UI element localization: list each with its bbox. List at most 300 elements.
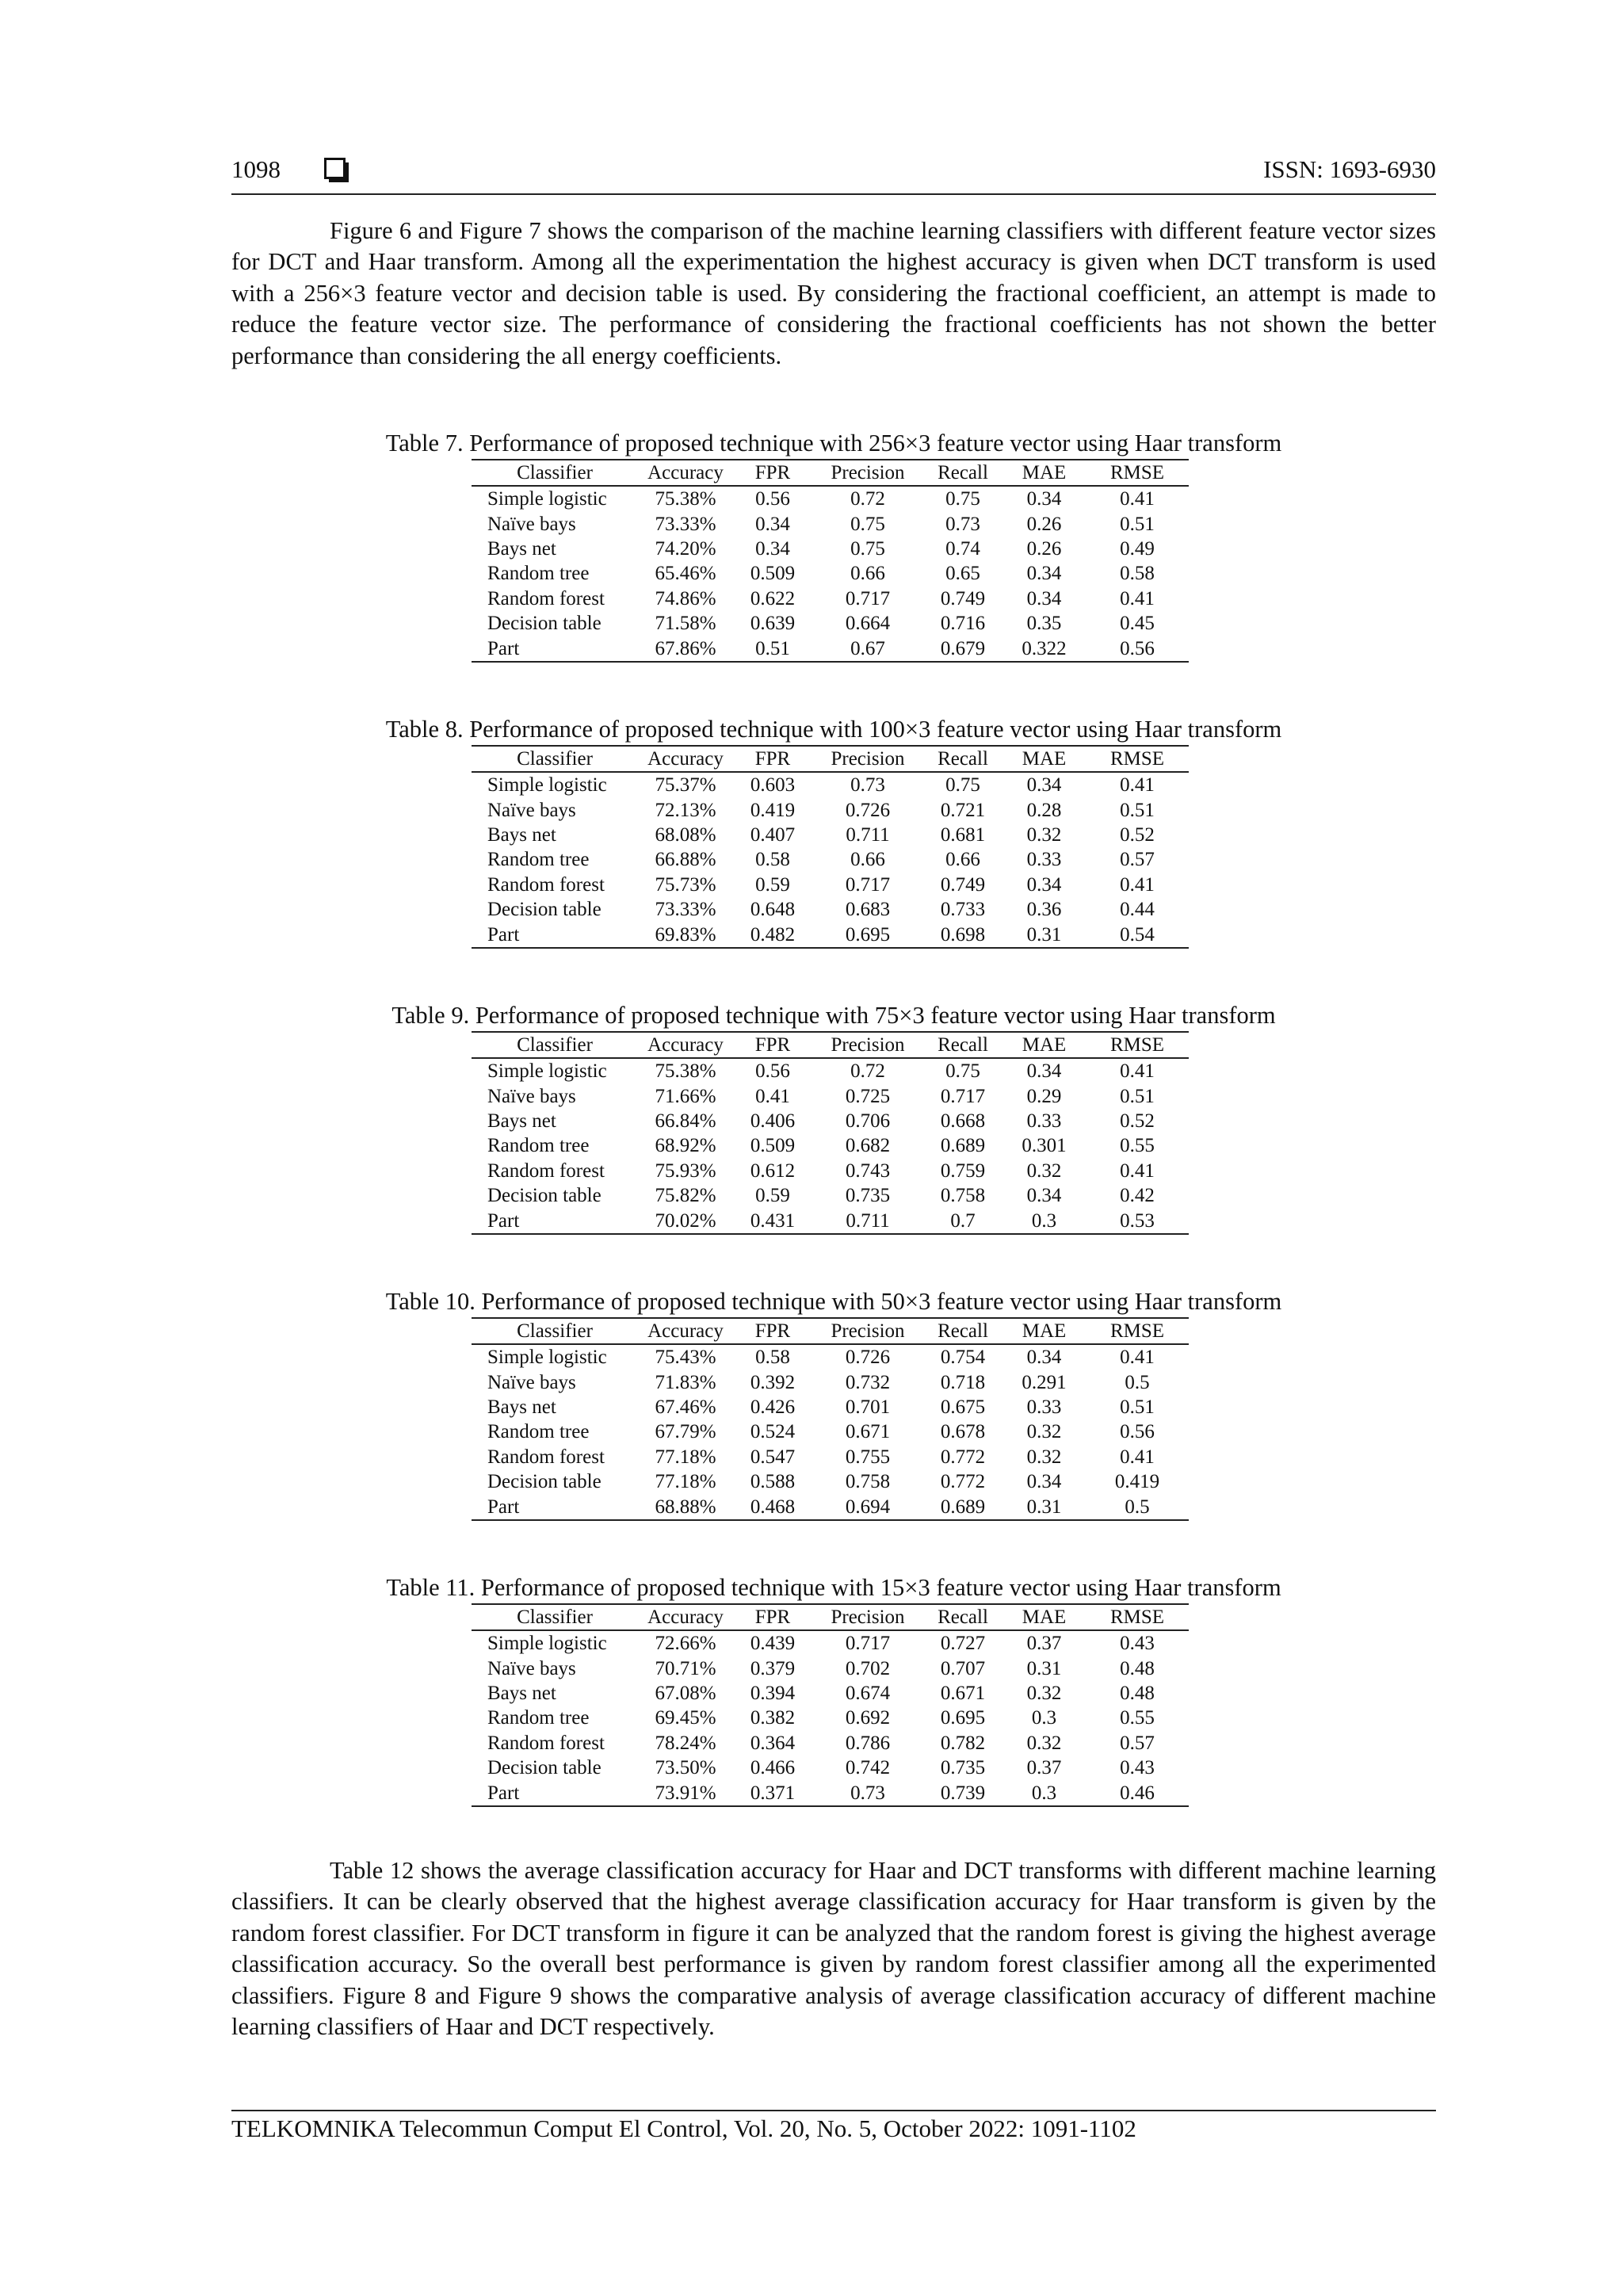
metric-cell: 0.34 [1026,1471,1062,1493]
classifier-name: Random tree [487,1421,590,1443]
metric-cell: 0.34 [755,537,790,560]
metric-cell: 0.72 [850,488,885,510]
metric-cell: 0.291 [1022,1371,1067,1393]
metric-cell: 77.18% [655,1471,716,1493]
metric-cell: 67.79% [655,1421,716,1443]
metric-cell: 75.93% [655,1159,716,1182]
table-caption: Table 8. Performance of proposed technique with 100×3 feature vector using Haar transform [385,716,1282,743]
classifier-name: Random tree [487,563,590,585]
table-row [472,1445,1189,1469]
metric-cell: 0.681 [940,823,986,846]
metric-cell: 75.43% [655,1347,716,1369]
metric-cell: 0.782 [940,1732,986,1754]
metric-cell: 0.67 [812,636,923,661]
metric-cell: 0.41 [1120,1060,1155,1083]
metric-cell: 0.689 [940,1135,986,1157]
metric-cell: 0.65 [945,563,980,585]
metric-cell: 0.51 [733,636,812,661]
metric-cell: 0.524 [750,1421,796,1443]
metric-cell: 0.41 [1120,1159,1155,1182]
metric-cell: 0.648 [750,899,796,921]
classifier-name: Decision table [487,1185,601,1207]
column-header: Classifier [472,746,638,772]
metric-cell: 0.692 [845,1707,891,1729]
metric-cell: 0.57 [1120,849,1155,871]
metric-cell: 0.31 [1026,1657,1062,1679]
table-caption: Table 9. Performance of proposed technique with 75×3 feature vector using Haar transform [391,1002,1276,1029]
classifier-name: Naïve bays [487,1657,576,1679]
metric-cell: 0.588 [750,1471,796,1493]
metric-cell: 0.706 [845,1110,891,1132]
table-row [472,847,1189,872]
column-header: Classifier [472,460,638,486]
table-row [472,1208,1189,1233]
paragraph-discussion-text: Table 12 shows the average classification accuracy for Haar and DCT transforms with different machine learning classifiers. It can be clearly observed that the highest average classification accuracy for Haar transform is given by the random forest classifier. For DCT transform in figure it can be analyzed that the random forest is giving the highest average classification accuracy. So the overall best performance is given by random forest classifier among all the experimented classifiers. Figure 8 and Figure 9 shows the comparative analysis of average classification accuracy of different machine learning classifiers of Haar and DCT respectively. [231,1857,1436,2041]
metric-cell: 0.786 [845,1732,891,1754]
classifier-name: Bays net [487,537,556,560]
metric-cell: 0.72 [850,1060,885,1083]
metric-cell: 0.34 [755,513,790,535]
metric-cell: 0.34 [1026,1185,1062,1207]
metric-cell: 75.73% [655,873,716,896]
column-header: Classifier [472,1032,638,1058]
metric-cell: 66.84% [655,1110,716,1132]
metric-cell: 0.664 [845,613,891,635]
table-row [472,1133,1189,1158]
metric-cell: 75.82% [655,1185,716,1207]
journal-citation: TELKOMNIKA Telecommun Comput El Control, Vol. 20, No. 5, October 2022: 1091-1102 [231,2115,1136,2142]
classifier-name: Simple logistic [487,774,607,797]
metric-cell: 0.717 [845,587,891,609]
metric-cell: 0.52 [1120,823,1155,846]
metric-cell: 0.727 [940,1633,986,1655]
metric-cell: 0.32 [1026,1732,1062,1754]
metric-cell: 0.743 [845,1159,891,1182]
metric-cell: 0.3 [1031,1707,1057,1729]
metric-cell: 0.58 [755,1347,790,1369]
metric-cell: 0.694 [812,1494,923,1519]
table-row [472,1656,1189,1680]
metric-cell: 0.46 [1086,1780,1189,1805]
metric-cell: 0.749 [940,587,986,609]
paragraph-intro [231,216,1436,372]
metric-cell: 0.675 [940,1396,986,1418]
metric-cell: 78.24% [655,1732,716,1754]
metric-cell: 70.02% [638,1208,733,1233]
metric-cell: 0.32 [1026,823,1062,846]
classifier-name: Simple logistic [487,488,607,510]
metric-cell: 0.42 [1120,1185,1155,1207]
metric-cell: 68.92% [655,1135,716,1157]
metric-cell: 0.26 [1026,537,1062,560]
metric-cell: 0.51 [1120,1085,1155,1107]
column-header: Precision [812,460,923,486]
metric-cell: 0.7 [923,1208,1002,1233]
metric-cell: 0.34 [1026,873,1062,896]
metric-cell: 0.34 [1026,1347,1062,1369]
table-caption: Table 10. Performance of proposed technique with 50×3 feature vector using Haar transform [385,1288,1282,1315]
metric-cell: 73.50% [655,1757,716,1779]
metric-cell: 0.32 [1026,1446,1062,1468]
classifier-name: Part [472,922,638,947]
classifier-name: Bays net [487,1396,556,1418]
metric-cell: 0.701 [845,1396,891,1418]
classifier-name: Decision table [487,1757,601,1779]
metric-cell: 0.53 [1086,1208,1189,1233]
metric-cell: 0.702 [845,1657,891,1679]
metric-cell: 0.75 [945,1060,980,1083]
column-header: Recall [923,1032,1002,1058]
classifier-name: Decision table [487,1471,601,1493]
metric-cell: 0.33 [1026,1396,1062,1418]
metric-cell: 0.33 [1026,849,1062,871]
metric-cell: 0.717 [845,1633,891,1655]
results-table-50 [472,1317,1189,1521]
classifier-name: Random forest [487,1159,605,1182]
metric-cell: 0.74 [945,537,980,560]
metric-cell: 0.711 [846,823,890,846]
classifier-name: Simple logistic [487,1633,607,1655]
column-header: Classifier [472,1604,638,1630]
metric-cell: 0.717 [940,1085,986,1107]
metric-cell: 0.37 [1026,1633,1062,1655]
metric-cell: 0.695 [940,1707,986,1729]
column-header: Recall [923,460,1002,486]
paragraph-discussion [231,1855,1436,2042]
column-header: Precision [812,1318,923,1344]
metric-cell: 75.38% [655,488,716,510]
metric-cell: 0.29 [1026,1085,1062,1107]
metric-cell: 0.772 [940,1471,986,1493]
metric-cell: 0.406 [750,1110,796,1132]
metric-cell: 0.48 [1120,1657,1155,1679]
metric-cell: 0.392 [750,1371,796,1393]
table-header-row [472,1032,1189,1058]
page-number: 1098 [231,155,281,183]
metric-cell: 0.32 [1026,1682,1062,1704]
classifier-name: Random tree [487,849,590,871]
table-row [472,1370,1189,1394]
metric-cell: 67.46% [655,1396,716,1418]
metric-cell: 0.41 [1120,1347,1155,1369]
metric-cell: 0.75 [945,774,980,797]
table-row [472,1755,1189,1780]
table-row [472,636,1189,661]
column-header: Accuracy [638,1318,733,1344]
table-row [472,511,1189,536]
metric-cell: 0.735 [940,1757,986,1779]
metric-cell: 0.58 [755,849,790,871]
metric-cell: 0.75 [850,537,885,560]
metric-cell: 0.603 [750,774,796,797]
metric-cell: 0.75 [850,513,885,535]
metric-cell: 70.71% [655,1657,716,1679]
metric-cell: 67.86% [638,636,733,661]
metric-cell: 0.51 [1120,1396,1155,1418]
metric-cell: 0.41 [1120,1446,1155,1468]
metric-cell: 0.45 [1120,613,1155,635]
classifier-name: Naïve bays [487,513,576,535]
classifier-name: Simple logistic [487,1347,607,1369]
classifier-name: Part [472,1208,638,1233]
metric-cell: 74.86% [655,587,716,609]
metric-cell: 66.88% [655,849,716,871]
metric-cell: 0.51 [1120,799,1155,821]
metric-cell: 69.45% [655,1707,716,1729]
metric-cell: 0.55 [1120,1135,1155,1157]
column-header: MAE [1002,1318,1086,1344]
metric-cell: 0.711 [812,1208,923,1233]
metric-cell: 0.758 [845,1471,891,1493]
column-header: Accuracy [638,460,733,486]
metric-cell: 0.32 [1026,1159,1062,1182]
table-row [472,823,1189,847]
metric-cell: 0.31 [1002,1494,1086,1519]
results-table-100 [472,745,1189,949]
metric-cell: 0.41 [755,1085,790,1107]
metric-cell: 72.13% [655,799,716,821]
column-header: RMSE [1086,1604,1189,1630]
metric-cell: 0.718 [940,1371,986,1393]
table-row [472,1494,1189,1519]
metric-cell: 0.394 [750,1682,796,1704]
metric-cell: 0.735 [845,1185,891,1207]
table-row [472,1083,1189,1108]
column-header: RMSE [1086,1032,1189,1058]
metric-cell: 0.48 [1120,1682,1155,1704]
column-header: FPR [733,1318,812,1344]
table-row [472,1469,1189,1494]
metric-cell: 0.622 [750,587,796,609]
metric-cell: 0.34 [1026,563,1062,585]
metric-cell: 71.66% [655,1085,716,1107]
table-row [472,1183,1189,1208]
table-row [472,586,1189,611]
table-row [472,797,1189,822]
column-header: FPR [733,1032,812,1058]
metric-cell: 0.34 [1026,488,1062,510]
metric-cell: 0.301 [1022,1135,1067,1157]
metric-cell: 0.57 [1120,1732,1155,1754]
table-row [472,1058,1189,1083]
table-row [472,897,1189,922]
metric-cell: 0.671 [845,1421,891,1443]
metric-cell: 0.382 [750,1707,796,1729]
metric-cell: 0.668 [940,1110,986,1132]
metric-cell: 0.468 [733,1494,812,1519]
classifier-name: Bays net [487,1682,556,1704]
classifier-name: Naïve bays [487,1371,576,1393]
table-row [472,1731,1189,1755]
metric-cell: 0.73 [945,513,980,535]
metric-cell: 0.34 [1026,1060,1062,1083]
metric-cell: 0.717 [845,873,891,896]
metric-cell: 0.54 [1086,922,1189,947]
column-header: FPR [733,1604,812,1630]
table-row [472,1419,1189,1444]
table-header-row [472,1604,1189,1630]
metric-cell: 0.28 [1026,799,1062,821]
metric-cell: 0.58 [1120,563,1155,585]
metric-cell: 0.698 [923,922,1002,947]
table-header-row [472,746,1189,772]
metric-cell: 0.419 [1114,1471,1160,1493]
metric-cell: 0.742 [845,1757,891,1779]
metric-cell: 0.75 [945,488,980,510]
metric-cell: 0.73 [812,1780,923,1805]
classifier-name: Naïve bays [487,799,576,821]
metric-cell: 0.66 [945,849,980,871]
column-header: RMSE [1086,746,1189,772]
column-header: Precision [812,1604,923,1630]
metric-cell: 0.56 [755,488,790,510]
metric-cell: 0.431 [733,1208,812,1233]
square-bullet-icon [324,158,346,179]
metric-cell: 0.56 [1120,1421,1155,1443]
metric-cell: 65.46% [655,563,716,585]
classifier-name: Random tree [487,1707,590,1729]
metric-cell: 0.749 [940,873,986,896]
table-row [472,772,1189,797]
column-header: Accuracy [638,746,733,772]
column-header: Accuracy [638,1032,733,1058]
metric-cell: 0.55 [1120,1707,1155,1729]
metric-cell: 0.682 [845,1135,891,1157]
column-header: MAE [1002,746,1086,772]
metric-cell: 0.37 [1026,1757,1062,1779]
metric-cell: 0.52 [1120,1110,1155,1132]
classifier-name: Decision table [487,613,601,635]
metric-cell: 75.38% [655,1060,716,1083]
metric-cell: 0.56 [755,1060,790,1083]
metric-cell: 0.726 [845,799,891,821]
metric-cell: 0.772 [940,1446,986,1468]
metric-cell: 0.419 [750,799,796,821]
column-header: RMSE [1086,1318,1189,1344]
metric-cell: 0.33 [1026,1110,1062,1132]
metric-cell: 0.674 [845,1682,891,1704]
metric-cell: 71.58% [655,613,716,635]
metric-cell: 0.639 [750,613,796,635]
results-table-256 [472,459,1189,663]
metric-cell: 74.20% [655,537,716,560]
metric-cell: 0.716 [940,613,986,635]
table-row [472,873,1189,897]
page-header [231,155,1436,195]
metric-cell: 73.33% [655,899,716,921]
metric-cell: 0.44 [1120,899,1155,921]
metric-cell: 0.371 [733,1780,812,1805]
classifier-name: Decision table [487,899,601,921]
page-footer [231,2110,1436,2143]
metric-cell: 0.678 [940,1421,986,1443]
metric-cell: 73.33% [655,513,716,535]
table-row [472,1681,1189,1706]
classifier-name: Naïve bays [487,1085,576,1107]
column-header: Precision [812,746,923,772]
metric-cell: 0.26 [1026,513,1062,535]
metric-cell: 0.739 [923,1780,1002,1805]
table-row [472,1395,1189,1419]
metric-cell: 0.73 [850,774,885,797]
table-row [472,1344,1189,1370]
metric-cell: 71.83% [655,1371,716,1393]
metric-cell: 0.5 [1086,1494,1189,1519]
column-header: Classifier [472,1318,638,1344]
table-header-row [472,1318,1189,1344]
metric-cell: 0.49 [1120,537,1155,560]
metric-cell: 0.679 [923,636,1002,661]
metric-cell: 0.725 [845,1085,891,1107]
metric-cell: 0.32 [1026,1421,1062,1443]
table-header-row [472,460,1189,486]
column-header: Recall [923,1604,1002,1630]
table-row [472,922,1189,947]
classifier-name: Random forest [487,1446,605,1468]
metric-cell: 0.407 [750,823,796,846]
classifier-name: Random tree [487,1135,590,1157]
metric-cell: 0.35 [1026,613,1062,635]
metric-cell: 0.34 [1026,774,1062,797]
metric-cell: 0.41 [1120,774,1155,797]
metric-cell: 0.732 [845,1371,891,1393]
classifier-name: Random forest [487,1732,605,1754]
metric-cell: 0.707 [940,1657,986,1679]
metric-cell: 0.482 [733,922,812,947]
metric-cell: 0.733 [940,899,986,921]
metric-cell: 0.3 [1002,1208,1086,1233]
table-row [472,486,1189,511]
metric-cell: 0.36 [1026,899,1062,921]
classifier-name: Random forest [487,873,605,896]
metric-cell: 0.66 [850,563,885,585]
metric-cell: 0.695 [812,922,923,947]
column-header: RMSE [1086,460,1189,486]
metric-cell: 0.721 [940,799,986,821]
metric-cell: 0.671 [940,1682,986,1704]
classifier-name: Part [472,636,638,661]
table-row [472,1780,1189,1805]
paragraph-intro-text: Figure 6 and Figure 7 shows the comparison of the machine learning classifiers with different feature vector sizes for DCT and Haar transform. Among all the experimentation the highest accuracy is given when DCT transform is used with a 256×3 feature vector and decision table is used. By considering the fractional coefficient, an attempt is made to reduce the feature vector size. The performance of considering the fractional coefficients has not shown the better performance than considering the all energy coefficients. [231,217,1436,369]
column-header: Precision [812,1032,923,1058]
metric-cell: 0.379 [750,1657,796,1679]
metric-cell: 67.08% [655,1682,716,1704]
issn: ISSN: 1693-6930 [1263,155,1436,183]
metric-cell: 68.88% [638,1494,733,1519]
metric-cell: 0.612 [750,1159,796,1182]
metric-cell: 73.91% [638,1780,733,1805]
metric-cell: 0.547 [750,1446,796,1468]
results-table-15 [472,1603,1189,1807]
classifier-name: Part [472,1780,638,1805]
metric-cell: 0.689 [923,1494,1002,1519]
table-row [472,561,1189,586]
metric-cell: 0.726 [845,1347,891,1369]
metric-cell: 0.34 [1026,587,1062,609]
metric-cell: 0.683 [845,899,891,921]
metric-cell: 0.466 [750,1757,796,1779]
metric-cell: 0.754 [940,1347,986,1369]
metric-cell: 0.41 [1120,488,1155,510]
column-header: MAE [1002,460,1086,486]
table-row [472,1630,1189,1656]
metric-cell: 0.759 [940,1159,986,1182]
metric-cell: 0.322 [1002,636,1086,661]
metric-cell: 0.5 [1125,1371,1150,1393]
metric-cell: 77.18% [655,1446,716,1468]
metric-cell: 0.31 [1002,922,1086,947]
classifier-name: Bays net [487,1110,556,1132]
